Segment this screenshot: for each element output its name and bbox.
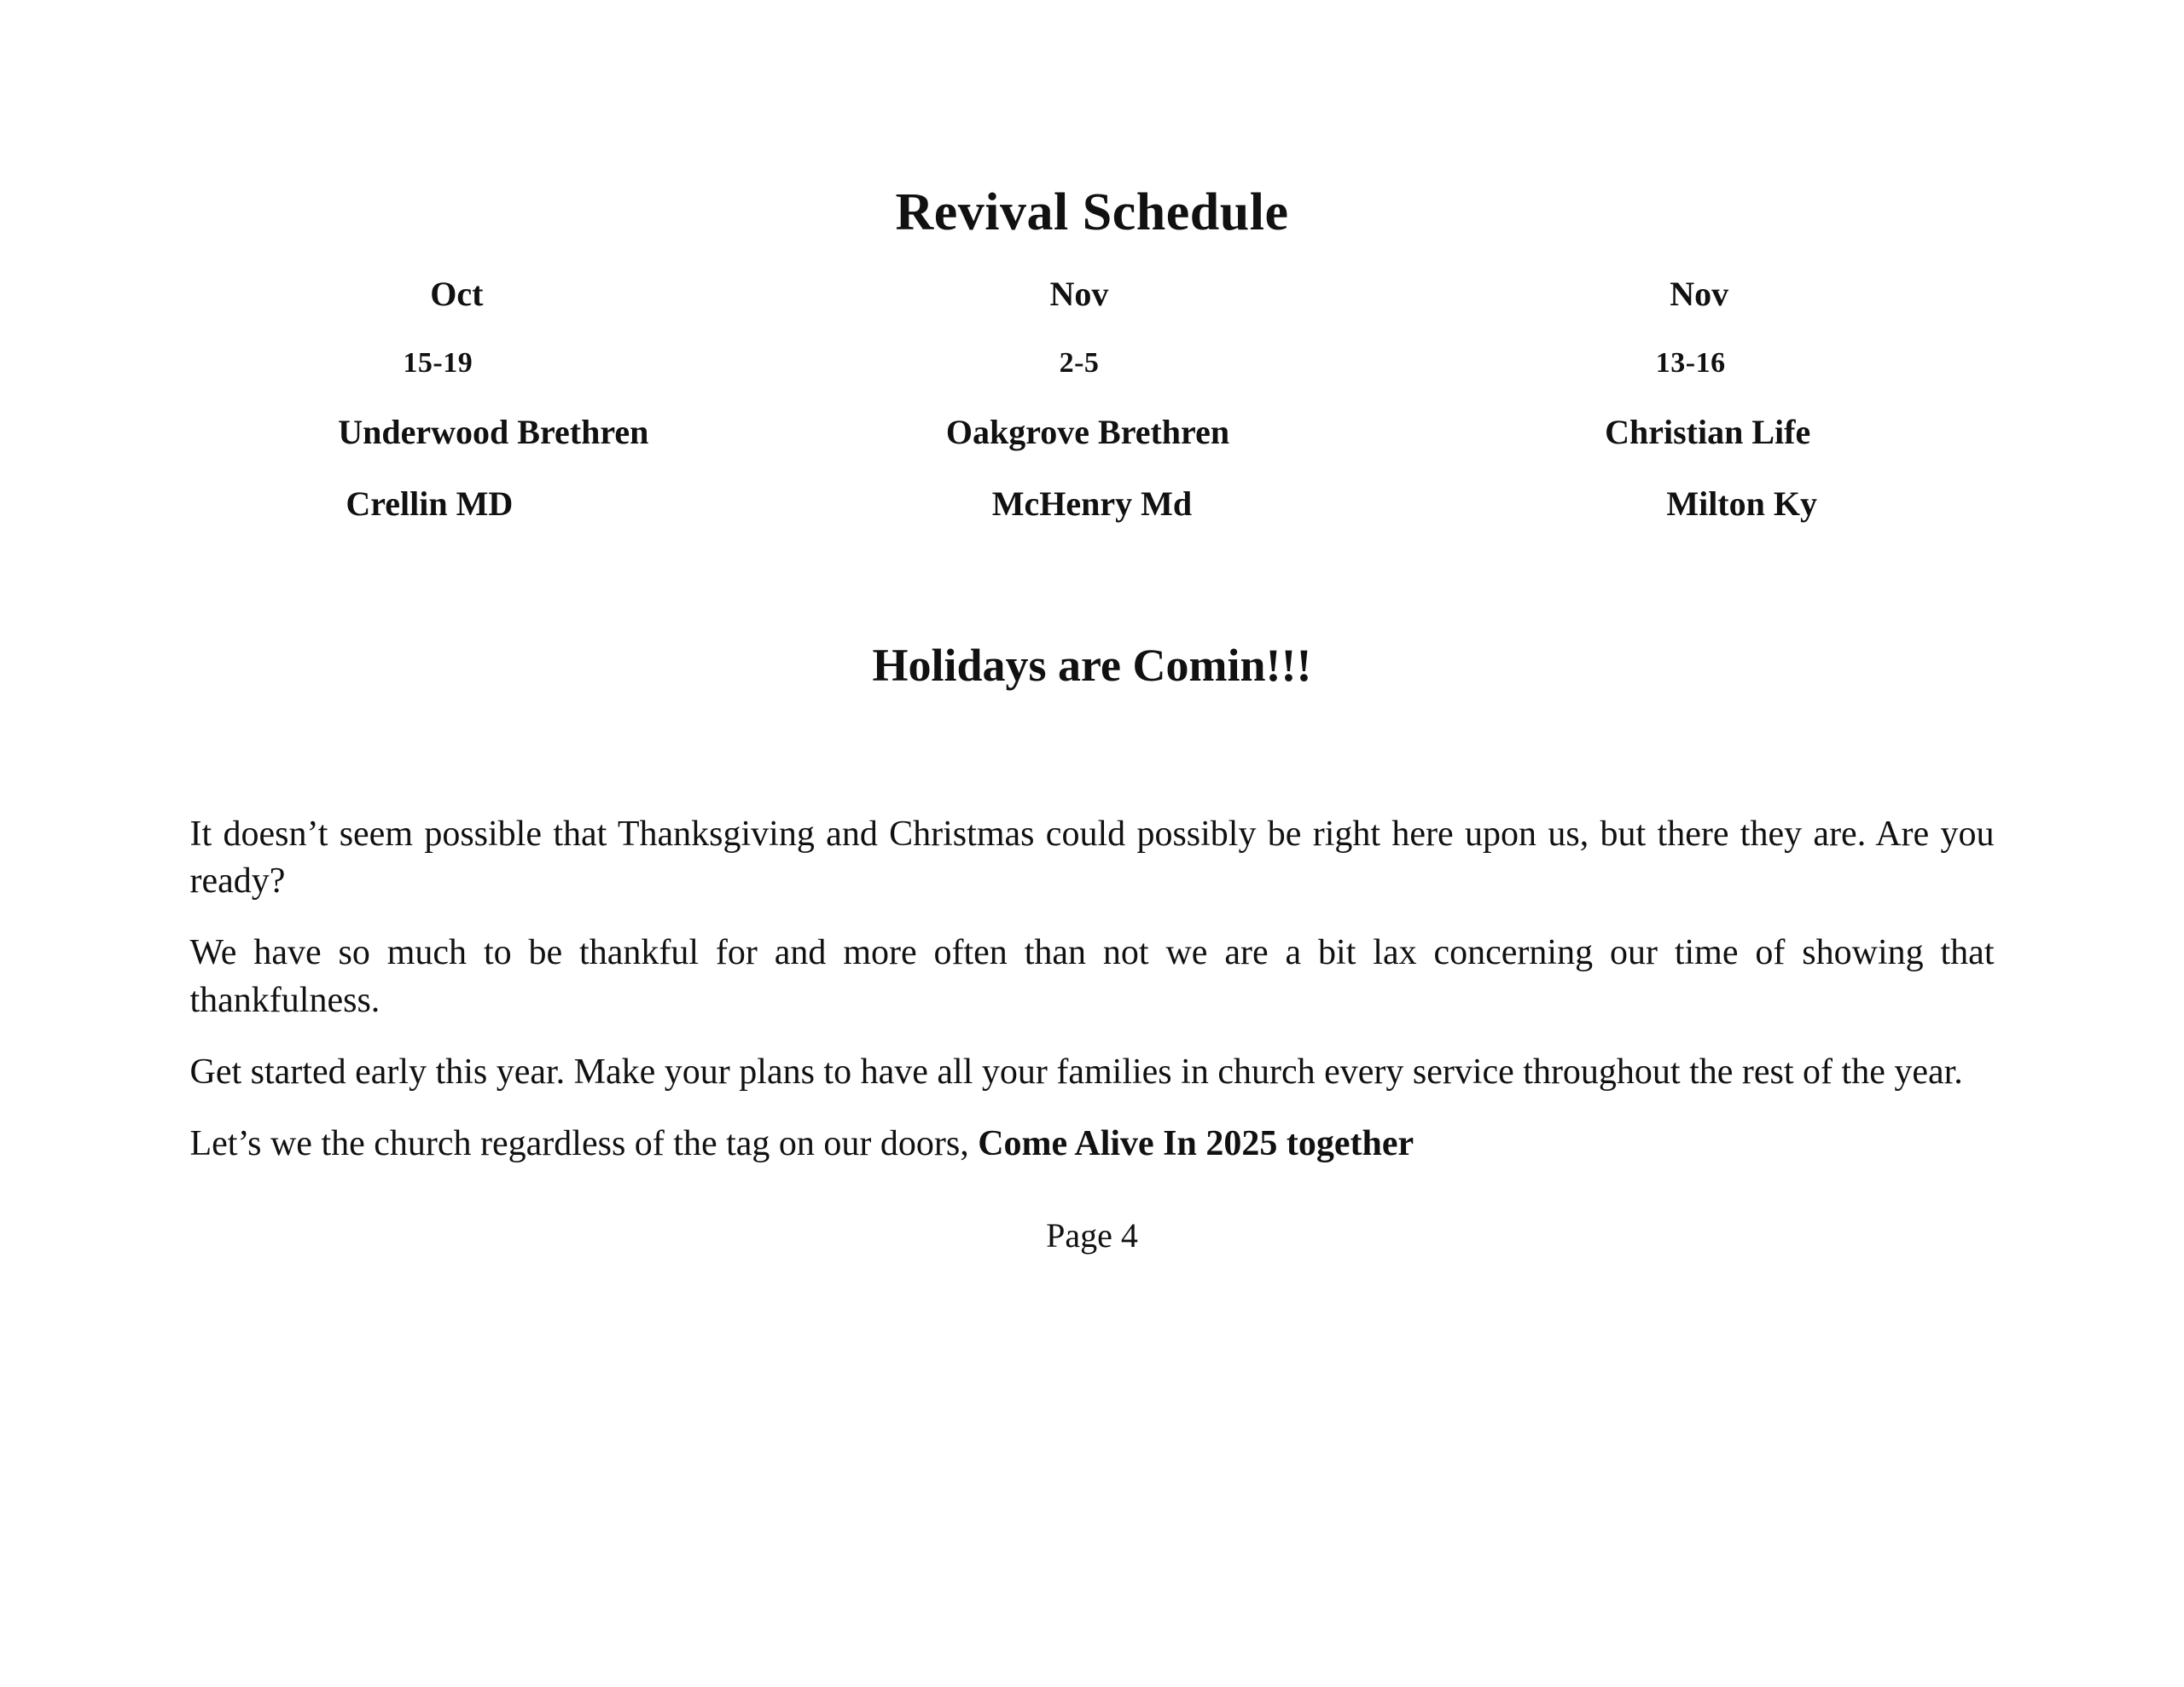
revival-schedule-grid [239,241,1945,524]
revival-schedule-title: Revival Schedule [895,183,1289,241]
revival-month: Nov [1049,275,1109,314]
page-number: Page 4 [1046,1215,1138,1255]
revival-place: Crellin MD [346,484,514,524]
holidays-closing-line [190,1121,1995,1168]
revival-dates: 2-5 [1059,347,1100,380]
holidays-paragraph-1: It doesn’t seem possible that Thanksgiving and Christmas could possibly be right here upon us, but there they are. Are you ready? [189,814,1995,901]
holidays-closing-emphasis: Come Alive In 2025 together [978,1123,1414,1163]
revival-church: Oakgrove Brethren [945,413,1230,452]
revival-dates: 15-19 [403,347,473,380]
holidays-body [190,692,1995,1168]
revival-column-2 [808,275,1377,524]
holidays-paragraph-2: We have so much to be thankful for and more often than not we are a bit lax concerning our time of showing that thankfulness. [189,933,1995,1021]
holidays-paragraph-3: Get started early this year. Make your plans to have all your families in church every service throughout the rest of the year. [189,1052,1963,1093]
holidays-closing-lead: Let’s we the church regardless of the tag on our doors, [189,1123,979,1163]
revival-place: McHenry Md [991,484,1193,524]
revival-month: Nov [1670,275,1729,314]
revival-church: Underwood Brethren [338,413,649,452]
revival-column-1 [239,275,808,524]
revival-church: Christian Life [1605,413,1811,452]
revival-month: Oct [430,275,484,314]
holidays-section-title: Holidays are Comin!!! [872,640,1312,692]
revival-place: Milton Ky [1666,484,1817,524]
revival-column-3 [1376,275,1945,524]
revival-dates: 13-16 [1655,347,1726,380]
